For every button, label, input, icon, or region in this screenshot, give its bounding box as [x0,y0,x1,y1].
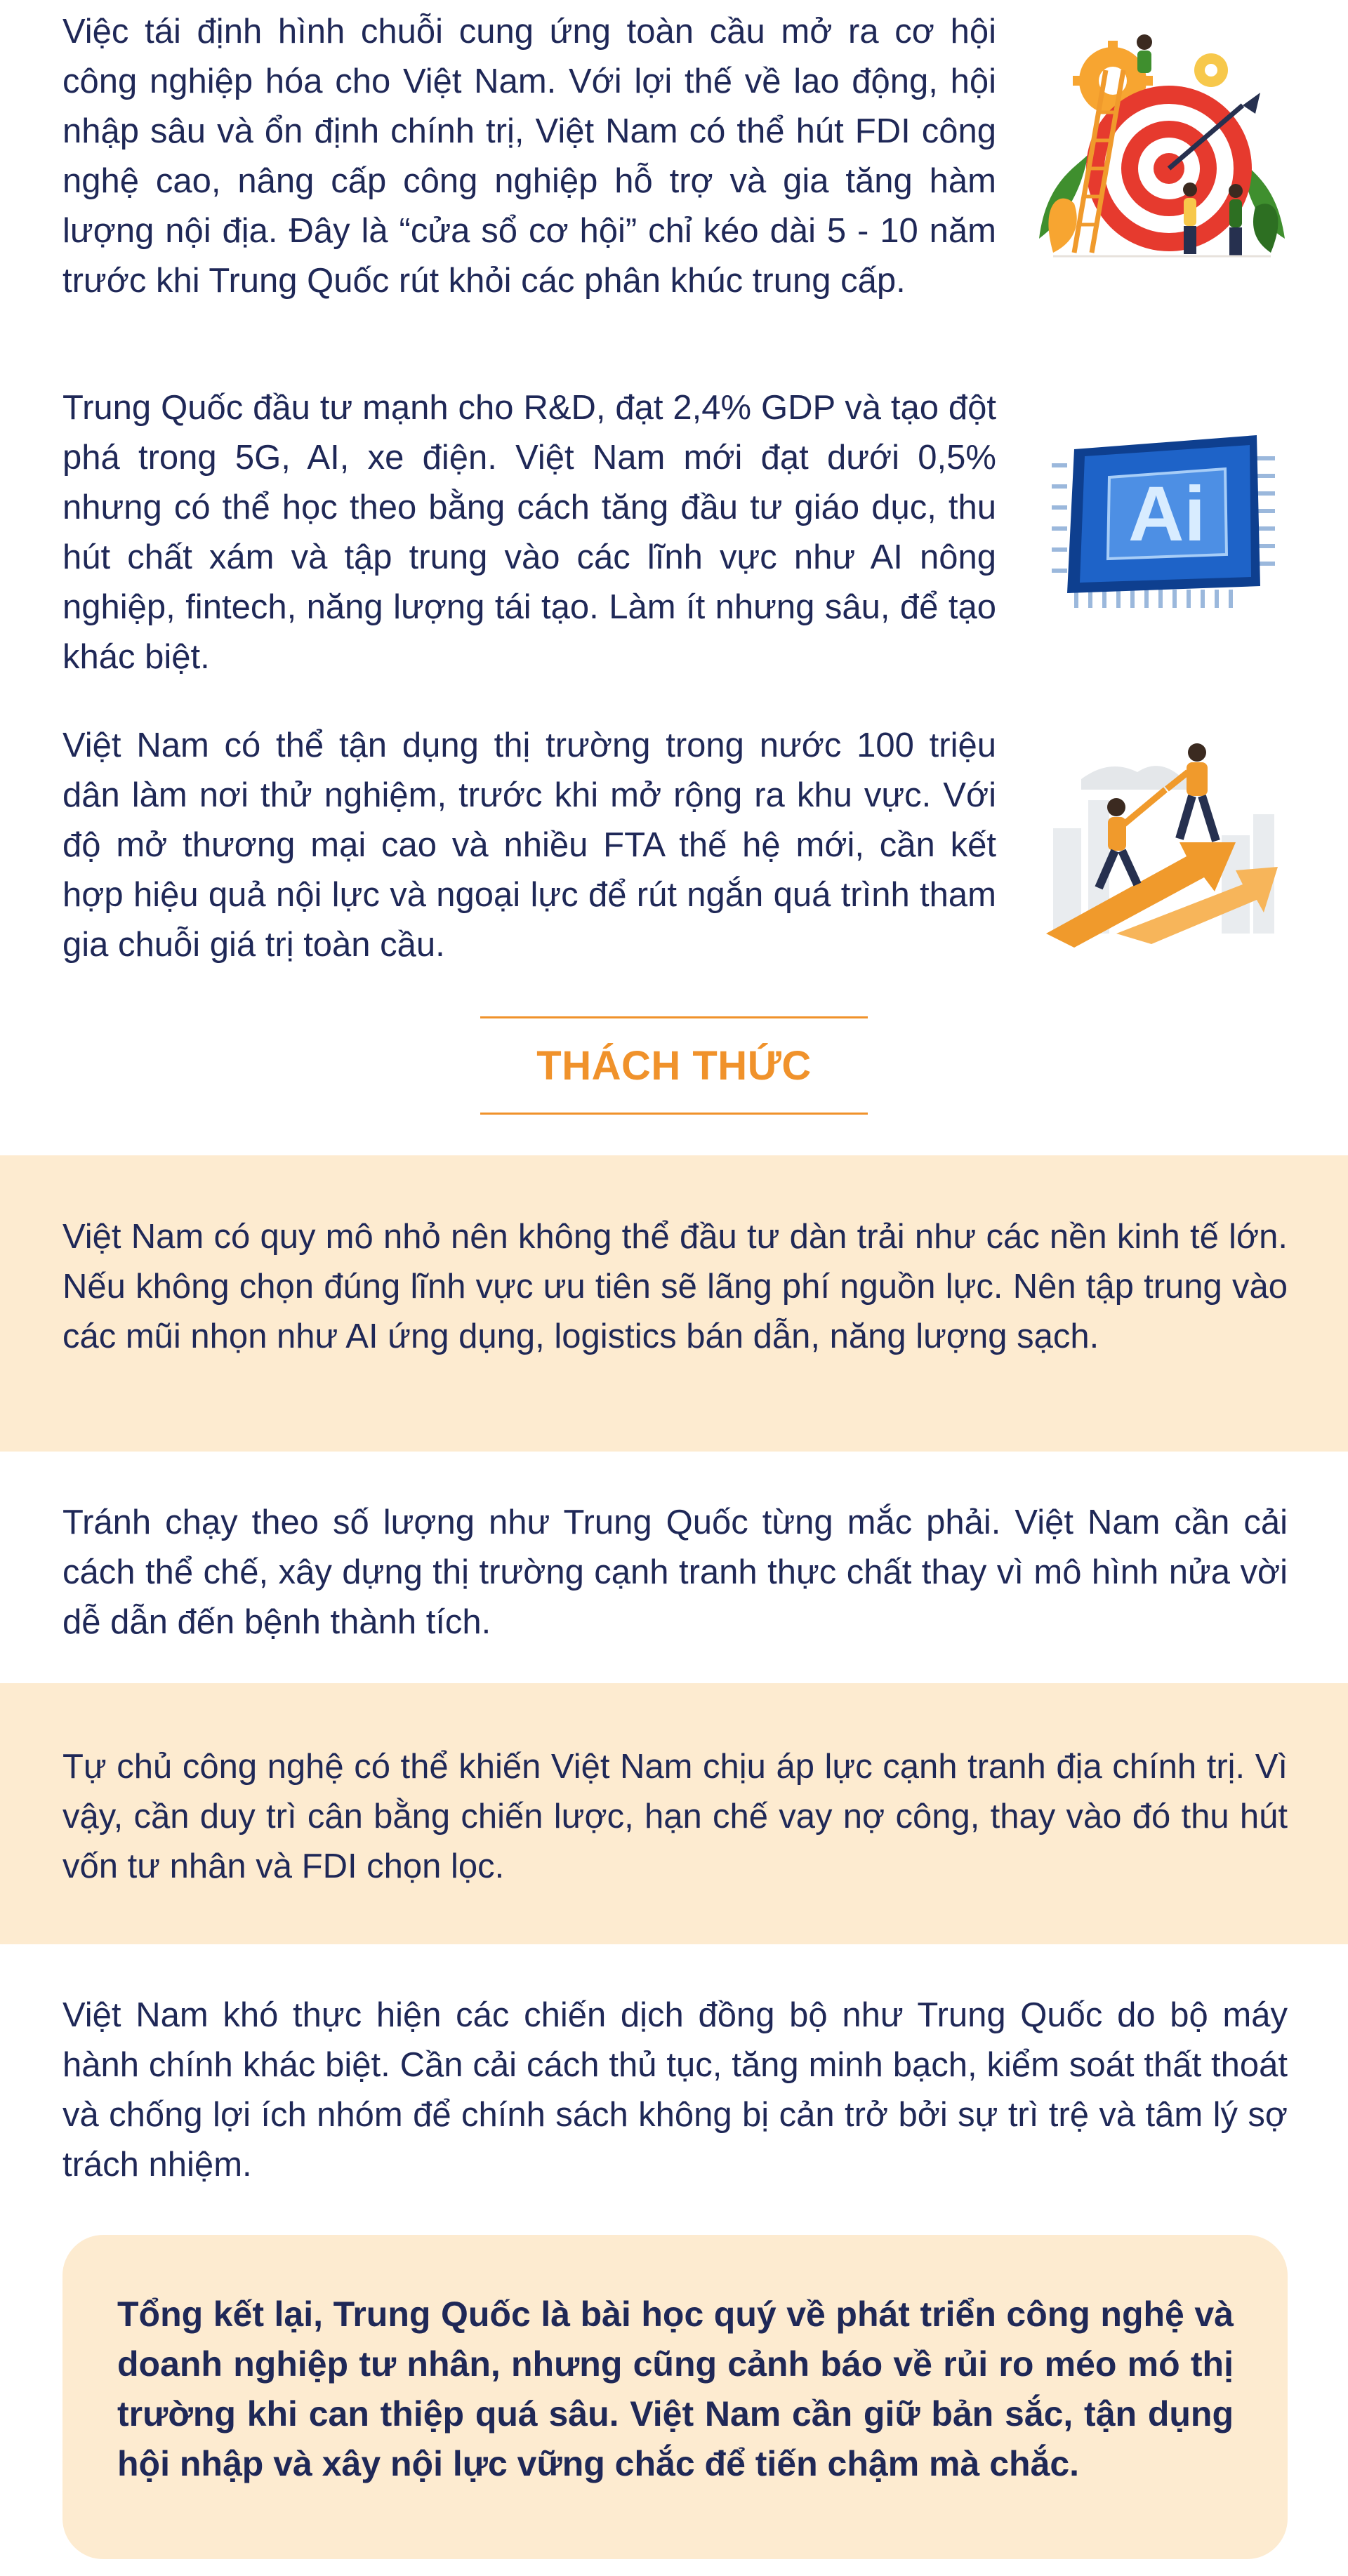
challenges-heading-block [480,1016,868,1115]
challenge-paragraph-2: Tránh chạy theo số lượng như Trung Quốc từng mắc phải. Việt Nam cần cải cách thể chế, xây dựng thị trường cạnh tranh thực chất thay vì mô hình nửa vời dễ dẫn đến bệnh thành tích. [62,1503,1288,1641]
heading-top-divider [480,1016,868,1018]
challenges-heading: THÁCH THỨC [536,1043,812,1089]
climbing-arrow-icon [1032,723,1292,948]
target-icon [1032,28,1292,267]
opportunity-paragraph-1: Việc tái định hình chuỗi cung ứng toàn cầu mở ra cơ hội công nghiệp hóa cho Việt Nam. Với lợi thế về lao động, hội nhập sâu và ổn định chính trị, Việt Nam có thể hút FDI công nghệ cao, nâng cấp công nghiệp hỗ trợ và gia tăng hàm lượng nội địa. Đây là “cửa sổ cơ hội” chỉ kéo dài 5 - 10 năm trước khi Trung Quốc rút khỏi các phân khúc trung cấp. [62,13,996,300]
summary-text: Tổng kết lại, Trung Quốc là bài học quý về phát triển công nghệ và doanh nghiệp tư nhân, nhưng cũng cảnh báo về rủi ro méo mó thị trường khi can thiệp quá sâu. Việt Nam cần giữ bản sắc, tận dụng hội nhập và xây nội lực vững chắc để tiến chậm mà chắc. [117,2295,1234,2483]
opportunity-paragraph-2: Trung Quốc đầu tư mạnh cho R&D, đạt 2,4% GDP và tạo đột phá trong 5G, AI, xe điện. Việt Nam mới đạt dưới 0,5% nhưng có thể học theo bằng cách tăng đầu tư giáo dục, thu hút chất xám và tập trung vào các lĩnh vực như AI nông nghiệp, fintech, năng lượng tái tạo. Làm ít nhưng sâu, để tạo khác biệt. [62,389,996,676]
ai-chip-label: Ai [1128,471,1205,557]
challenge-paragraph-4: Việt Nam khó thực hiện các chiến dịch đồng bộ như Trung Quốc do bộ máy hành chính khác biệt. Cần cải cách thủ tục, tăng minh bạch, kiểm soát thất thoát và chống lợi ích nhóm để chính sách không bị cản trở bởi sự trì trệ và tâm lý sợ trách nhiệm. [62,1996,1288,2184]
opportunity-paragraph-3: Việt Nam có thể tận dụng thị trường trong nước 100 triệu dân làm nơi thử nghiệm, trước khi mở rộng ra khu vực. Với độ mở thương mại cao và nhiều FTA thế hệ mới, cần kết hợp hiệu quả nội lực và ngoại lực để rút ngắn quá trình tham gia chuỗi giá trị toàn cầu. [62,726,996,964]
ai-chip-icon [1046,421,1285,621]
challenge-paragraph-3: Tự chủ công nghệ có thể khiến Việt Nam chịu áp lực cạnh tranh địa chính trị. Vì vậy, cần duy trì cân bằng chiến lược, hạn chế vay nợ công, thay vào đó thu hút vốn tư nhân và FDI chọn lọc. [62,1748,1288,1885]
challenge-paragraph-1: Việt Nam có quy mô nhỏ nên không thể đầu tư dàn trải như các nền kinh tế lớn. Nếu không chọn đúng lĩnh vực ưu tiên sẽ lãng phí nguồn lực. Nên tập trung vào các mũi nhọn như AI ứng dụng, logistics bán dẫn, năng lượng sạch. [62,1218,1288,1355]
heading-bottom-divider [480,1113,868,1115]
summary-box [62,2235,1288,2559]
